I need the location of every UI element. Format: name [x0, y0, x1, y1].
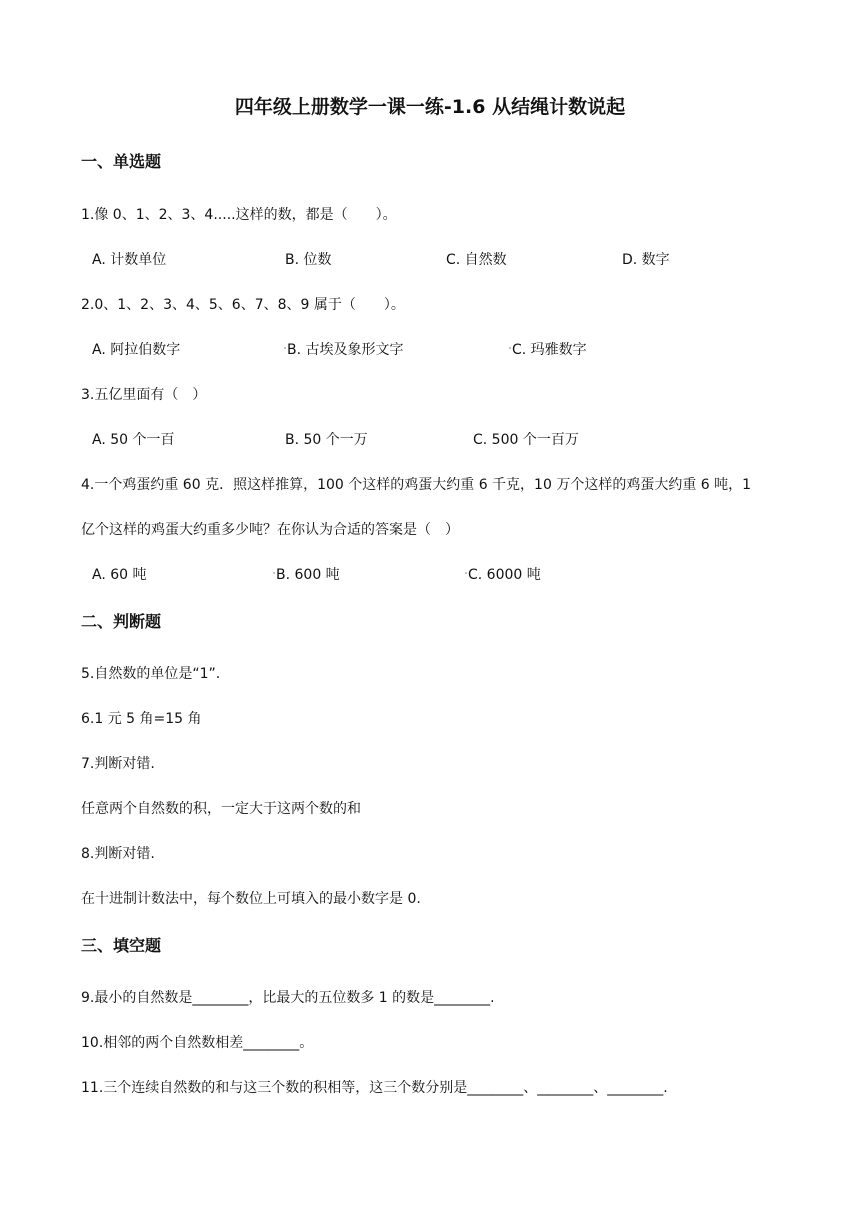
- question-1-option-a: A. 计数单位: [92, 252, 167, 268]
- question-1-option-b: B. 位数: [285, 252, 332, 268]
- question-2-option-c: C. 玛雅数字: [512, 342, 587, 358]
- question-3-option-b: B. 50 个一万: [285, 432, 368, 448]
- question-2-stem: 2.0、1、2、3、4、5、6、7、8、9 属于（ ）。: [81, 297, 405, 313]
- section-heading-true-false: 二、判断题: [81, 612, 162, 631]
- question-4-option-a: A. 60 吨: [92, 567, 147, 583]
- section-heading-single-choice: 一、单选题: [81, 152, 162, 171]
- question-4-stem-line-1: 4.一个鸡蛋约重 60 克．照这样推算，100 个这样的鸡蛋大约重 6 千克，10 万个这样的鸡蛋大约重 6 吨，1: [81, 477, 752, 493]
- question-3-option-c: C. 500 个一百万: [473, 432, 579, 448]
- question-8-detail: 在十进制计数法中，每个数位上可填入的最小数字是 0.: [81, 891, 421, 907]
- document-title: 四年级上册数学一课一练-1.6 从结绳计数说起: [234, 96, 626, 118]
- question-6-stem: 6.1 元 5 角=15 角: [81, 711, 202, 727]
- question-11-stem: 11.三个连续自然数的和与这三个数的积相等，这三个数分别是________、________、________.: [81, 1080, 668, 1096]
- question-4-option-b: B. 600 吨: [276, 567, 340, 583]
- section-heading-fill-blank: 三、填空题: [81, 936, 162, 955]
- question-3-stem: 3.五亿里面有（ ）: [81, 387, 207, 403]
- option-marker: [509, 347, 511, 349]
- option-marker: [284, 347, 286, 349]
- option-marker: [465, 572, 467, 574]
- question-9-stem: 9.最小的自然数是________，比最大的五位数多 1 的数是________.: [81, 990, 495, 1006]
- question-1-stem: 1.像 0、1、2、3、4.....这样的数，都是（ ）。: [81, 207, 397, 223]
- question-2-option-a: A. 阿拉伯数字: [92, 342, 181, 358]
- option-marker: [273, 572, 275, 574]
- question-8-stem: 8.判断对错.: [81, 846, 155, 862]
- question-4-option-c: C. 6000 吨: [468, 567, 541, 583]
- question-3-option-a: A. 50 个一百: [92, 432, 175, 448]
- question-4-stem-line-2: 亿个这样的鸡蛋大约重多少吨？在你认为合适的答案是（ ）: [81, 522, 459, 538]
- question-7-stem: 7.判断对错.: [81, 756, 155, 772]
- question-1-option-d: D. 数字: [622, 252, 670, 268]
- question-10-stem: 10.相邻的两个自然数相差________。: [81, 1035, 314, 1051]
- question-5-stem: 5.自然数的单位是“1”.: [81, 666, 221, 682]
- question-7-detail: 任意两个自然数的积，一定大于这两个数的和: [81, 801, 361, 817]
- question-1-option-c: C. 自然数: [446, 252, 507, 268]
- question-2-option-b: B. 古埃及象形文字: [287, 342, 404, 358]
